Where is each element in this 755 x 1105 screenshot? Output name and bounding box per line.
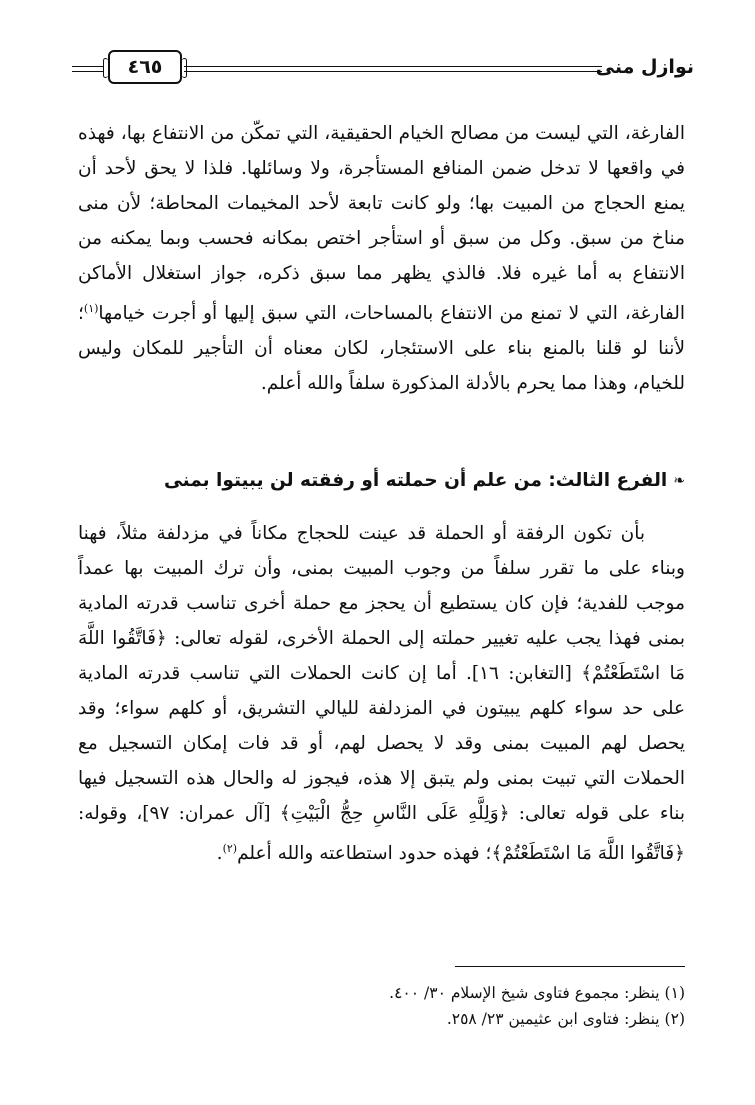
page-header (72, 50, 694, 92)
leaf-icon: ❧ (673, 472, 685, 489)
paragraph-text: بأن تكون الرفقة أو الحملة قد عينت للحجاج مكاناً في مزدلفة مثلاً، فهنا وبناء على ما تقرر سلفاً من وجوب المبيت بمنى، وأن ترك المبيت بها عمداً موجب للفدية؛ فإن كان يستطيع أن يحجز مع حملة أخرى تناسب قدرته المادية بمنى فهذا يجب عليه تغيير حملته إلى الحملة الأخرى، لقوله تعالى: ﴿فَاتَّقُوا اللَّهَ مَا اسْتَطَعْتُمْ﴾ [التغابن: ١٦]. أما إن كانت الحملات التي تناسب قدرته المادية على حد سواء كلهم يبيتون في المزدلفة لليالي التشريق، أو كلهم سواء؛ وقد يحصل لهم المبيت بمنى وقد لا يحصل لهم، أو قد فات إمكان التسجيل مع الحملات التي تبيت بمنى ولم يتبق إلا هذه، فيجوز له والحال هذه التسجيل فيها بناء على قوله تعالى: ﴿وَلِلَّهِ عَلَى النَّاسِ حِجُّ الْبَيْتِ﴾ [آل عمران: ٩٧]، وقوله: ﴿فَاتَّقُوا اللَّهَ مَا اسْتَطَعْتُمْ﴾؛ فهذه حدود استطاعته والله أعلم (78, 523, 685, 865)
header-dash (72, 66, 104, 67)
footnote: (١) ينظر: مجموع فتاوى شيخ الإسلام ٣٠/ ٤٠٠. (389, 984, 685, 1002)
footnote-rule (455, 966, 685, 967)
paragraph-text: الفارغة، التي ليست من مصالح الخيام الحقيقية، التي تمكّن من الانتفاع بها، فهذه في واقعها لا تدخل ضمن المنافع المستأجرة، ولا وسائلها. فلذا لا يحق لأحد أن يمنع الحجاج من المبيت بها؛ ولو كانت تابعة لأحد المخيمات المحاطة؛ لأن منى مناخ من سبق. وكل من سبق أو استأجر اختص بمكانه فحسب وبما يمكنه من الانتفاع به أما غيره فلا. فالذي يظهر مما سبق ذكره، جواز استغلال الأماكن الفارغة، التي لا تمنع من الانتفاع بالمساحات، التي سبق إليها أو أجرت خيامها (78, 123, 685, 325)
footnote: (٢) ينظر: فتاوى ابن عثيمين ٢٣/ ٢٥٨. (446, 1010, 685, 1028)
paragraph-continued (78, 116, 685, 401)
paragraph-text: ؛ لأننا لو قلنا بالمنع بناء على الاستئجار، لكان معناه أن التأجير للمكان وليس للخيام، وهذا مما يحرم بالأدلة المذكورة سلفاً والله أعلم. (78, 303, 685, 395)
footnote-ref: (١) (83, 302, 99, 315)
header-rule (184, 71, 602, 72)
paragraph-text: . (216, 843, 223, 865)
paragraph (78, 516, 685, 871)
header-dash (72, 71, 104, 72)
section-heading-text: الفرع الثالث: من علم أن حملته أو رفقته لن يبيتوا بمنى (163, 470, 668, 491)
footnotes (389, 980, 685, 1032)
footnote-ref: (٢) (222, 842, 238, 855)
section-heading (164, 470, 685, 491)
page-number: ٤٦٥ (108, 50, 182, 84)
header-rule (184, 66, 602, 67)
running-title: نوازل منى (595, 56, 694, 78)
